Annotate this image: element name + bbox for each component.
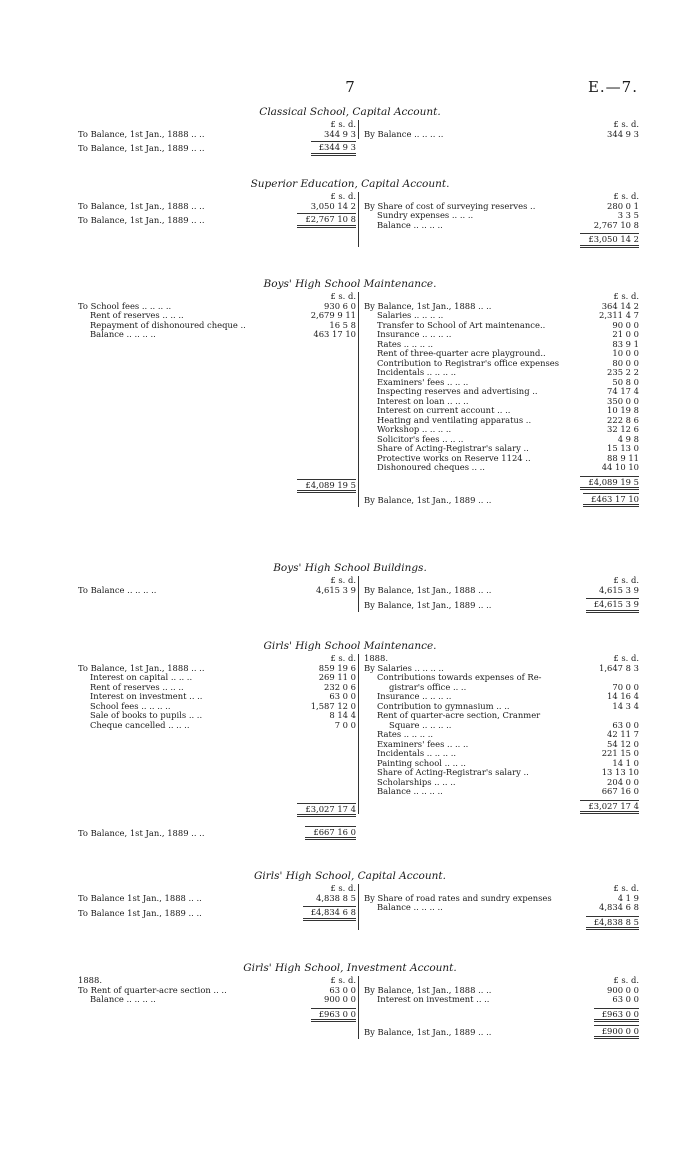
entry-amount: 269 11 0 <box>318 672 356 682</box>
entry-amount: 4 9 8 <box>617 433 639 444</box>
entry-amount: 83 9 1 <box>612 338 639 349</box>
entry-amount: 4 1 9 <box>617 892 639 903</box>
total-row <box>78 1008 358 1022</box>
entry-label: gistrar's office .. .. <box>389 681 467 692</box>
entry-label: Rent of reserves .. .. .. <box>90 310 184 320</box>
entry-label: By Balance, 1st Jan., 1888 .. .. <box>364 300 492 311</box>
debit-column <box>78 292 358 340</box>
entry-amount: 14 3 4 <box>612 700 639 711</box>
entry-amount: 70 0 0 <box>612 681 639 692</box>
entry-amount: £463 17 10 <box>583 493 639 508</box>
ledger-row <box>359 995 639 1005</box>
ledger-row <box>359 130 639 140</box>
debit-column <box>78 192 358 227</box>
entry-label: Cheque cancelled .. .. .. <box>90 719 190 730</box>
page-reference: E.—7. <box>587 78 638 96</box>
entry-amount: £ s. d. <box>613 291 639 301</box>
entry-amount: 42 11 7 <box>607 729 639 739</box>
debit-column <box>78 654 358 730</box>
entry-label: Sale of books to pupils .. .. <box>90 710 203 720</box>
entry-amount: £ s. d. <box>330 291 356 301</box>
ledger-row <box>78 202 358 212</box>
entry-amount: 14 1 0 <box>612 757 639 768</box>
entry-amount: £4,838 8 5 <box>586 916 639 931</box>
entry-amount: £963 0 0 <box>311 1008 356 1023</box>
entry-amount: £3,050 14 2 <box>580 233 639 248</box>
entry-amount: 4,615 3 9 <box>316 584 356 595</box>
section-title: Boys' High School Maintenance. <box>263 278 437 290</box>
total-row <box>359 800 639 814</box>
ledger-row <box>359 787 639 797</box>
section-title: Girls' High School, Investment Account. <box>243 962 457 974</box>
entry-amount: 235 2 2 <box>607 367 639 377</box>
entry-label: 1888. <box>364 653 388 663</box>
entry-amount: 21 0 0 <box>612 329 639 339</box>
entry-label: Rent of reserves .. .. .. <box>90 681 184 692</box>
entry-amount: 63 0 0 <box>329 691 356 701</box>
entry-amount: 44 10 10 <box>601 462 639 472</box>
total-row <box>359 233 639 247</box>
ledger-row <box>78 894 358 904</box>
entry-amount: 859 19 6 <box>318 662 356 673</box>
entry-label: Incidentals .. .. .. .. <box>377 748 457 758</box>
entry-label: To Balance, 1st Jan., 1889 .. .. <box>78 215 205 225</box>
total-row <box>78 213 358 227</box>
entry-label: By Share of cost of surveying reserves .. <box>364 200 536 211</box>
entry-amount: 1,587 12 0 <box>310 700 356 711</box>
entry-amount: £963 0 0 <box>594 1008 639 1023</box>
entry-label: Balance .. .. .. .. <box>377 219 443 230</box>
entry-label: Interest on investment .. .. <box>377 994 490 1004</box>
entry-label: Insurance .. .. .. .. <box>377 691 452 701</box>
entry-amount: 4,834 6 8 <box>599 902 639 912</box>
entry-label: By Balance, 1st Jan., 1888 .. .. <box>364 584 492 595</box>
debit-column <box>78 976 358 1022</box>
entry-amount: 2,679 9 11 <box>310 310 356 320</box>
entry-label: Examiners' fees .. .. .. <box>377 376 469 387</box>
entry-amount: 7 0 0 <box>334 719 356 730</box>
entry-amount: 3 3 5 <box>617 210 639 220</box>
entry-amount: 54 12 0 <box>607 738 639 749</box>
entry-label: Protective works on Reserve 1124 .. <box>377 452 531 463</box>
entry-amount: £2,767 10 8 <box>297 213 356 228</box>
entry-label: Salaries .. .. .. .. <box>377 310 444 320</box>
credit-column <box>358 292 639 507</box>
entry-label: Interest on capital .. .. .. <box>90 672 193 682</box>
entry-label: School fees .. .. .. .. <box>90 700 171 711</box>
entry-amount: 32 12 6 <box>607 424 639 434</box>
debit-column <box>78 884 358 920</box>
entry-amount: 4,838 8 5 <box>316 892 356 903</box>
entry-amount: 667 16 0 <box>601 786 639 796</box>
total-row <box>78 826 358 840</box>
entry-amount: £ s. d. <box>613 883 639 893</box>
entry-label: By Balance .. .. .. .. <box>364 128 444 139</box>
entry-label: Repayment of dishonoured cheque .. <box>90 319 246 330</box>
entry-label: 1888. <box>78 975 102 985</box>
section-title: Girls' High School Maintenance. <box>263 640 437 652</box>
ledger-row <box>78 995 358 1005</box>
entry-amount: £ s. d. <box>330 653 356 663</box>
entry-label: Balance .. .. .. .. <box>90 329 156 339</box>
ledger-row <box>78 586 358 596</box>
entry-amount: £4,089 19 5 <box>297 479 356 494</box>
entry-amount: £ s. d. <box>613 653 639 663</box>
section-title: Classical School, Capital Account. <box>259 106 441 118</box>
total-row <box>359 916 639 930</box>
entry-label: Heating and ventilating apparatus .. <box>377 414 532 425</box>
entry-amount: £ s. d. <box>613 119 639 129</box>
entry-label: Insurance .. .. .. .. <box>377 329 452 339</box>
entry-label: Rates .. .. .. .. <box>377 729 434 739</box>
entry-amount: £ s. d. <box>330 191 356 201</box>
entry-label: Balance .. .. .. .. <box>377 786 443 796</box>
entry-amount: £4,615 3 9 <box>586 598 639 613</box>
entry-label: Interest on loan .. .. .. <box>377 395 469 406</box>
entry-label: To Balance .. .. .. .. <box>78 584 157 595</box>
section-title: Girls' High School, Capital Account. <box>254 870 446 882</box>
entry-label: Incidentals .. .. .. .. <box>377 367 457 377</box>
entry-label: Balance .. .. .. .. <box>90 994 156 1004</box>
entry-amount: 930 6 0 <box>324 300 356 311</box>
entry-label: By Balance, 1st Jan., 1889 .. .. <box>364 494 492 505</box>
entry-amount: 63 0 0 <box>612 719 639 730</box>
entry-label: Contributions towards expenses of Re- <box>377 672 542 682</box>
entry-amount: 15 13 0 <box>607 443 639 453</box>
entry-amount: 2,767 10 8 <box>593 219 639 230</box>
total-row <box>78 479 358 493</box>
entry-amount: 10 0 0 <box>612 348 639 358</box>
entry-label: By Salaries .. .. .. .. <box>364 662 444 673</box>
entry-label: Interest on current account .. .. <box>377 405 511 415</box>
total-row <box>78 906 358 920</box>
entry-label: To Balance 1st Jan., 1888 .. .. <box>78 892 202 903</box>
entry-amount: £3,027 17 4 <box>580 800 639 815</box>
credit-column <box>358 192 639 247</box>
entry-label: By Balance, 1st Jan., 1888 .. .. <box>364 984 492 995</box>
entry-label: To Balance, 1st Jan., 1888 .. .. <box>78 128 205 139</box>
entry-amount: 900 0 0 <box>607 984 639 995</box>
entry-amount: 232 0 6 <box>324 681 356 692</box>
entry-amount: 344 9 3 <box>607 128 639 139</box>
entry-amount: 4,615 3 9 <box>599 584 639 595</box>
credit-column <box>358 884 639 930</box>
credit-column <box>358 976 639 1039</box>
ledger-row <box>359 586 639 596</box>
entry-label: To Rent of quarter-acre section .. .. <box>78 984 227 995</box>
entry-amount: 463 17 10 <box>313 329 356 339</box>
entry-amount: 2,311 4 7 <box>599 310 639 320</box>
entry-label: Scholarships .. .. .. <box>377 776 456 787</box>
entry-amount: 50 8 0 <box>612 376 639 387</box>
total-row <box>78 141 358 155</box>
entry-label: Contribution to gymnasium .. .. <box>377 700 510 711</box>
entry-amount: 74 17 4 <box>607 386 639 396</box>
entry-amount: £ s. d. <box>613 191 639 201</box>
entry-amount: 900 0 0 <box>324 994 356 1004</box>
entry-amount: 88 9 11 <box>607 452 639 463</box>
ledger-row <box>78 721 358 731</box>
entry-amount: £344 9 3 <box>311 141 356 156</box>
entry-amount: £667 16 0 <box>305 826 356 841</box>
entry-amount: 16 5 8 <box>329 319 356 330</box>
entry-label: By Balance, 1st Jan., 1889 .. .. <box>364 600 492 610</box>
entry-amount: £ s. d. <box>613 975 639 985</box>
section-title: Superior Education, Capital Account. <box>250 178 450 190</box>
entry-amount: 13 13 10 <box>601 767 639 777</box>
entry-amount: 63 0 0 <box>612 994 639 1004</box>
entry-amount: 222 8 6 <box>607 414 639 425</box>
entry-amount: 90 0 0 <box>612 319 639 330</box>
ledger-row <box>78 130 358 140</box>
entry-amount: 80 0 0 <box>612 357 639 368</box>
entry-amount: 14 16 4 <box>607 691 639 701</box>
entry-label: Rates .. .. .. .. <box>377 338 434 349</box>
entry-amount: 63 0 0 <box>329 984 356 995</box>
entry-amount: 3,050 14 2 <box>310 200 356 211</box>
entry-amount: 8 14 4 <box>329 710 356 720</box>
entry-amount: 204 0 0 <box>607 776 639 787</box>
total-row <box>359 1025 639 1039</box>
entry-label: Dishonoured cheques .. .. <box>377 462 485 472</box>
entry-label: Square .. .. .. .. <box>389 719 452 730</box>
credit-column <box>358 576 639 612</box>
ledger-row <box>78 330 358 340</box>
entry-amount: £ s. d. <box>330 575 356 585</box>
ledger-row <box>359 221 639 231</box>
entry-label: Contribution to Registrar's office expenses <box>377 357 560 368</box>
ledger-row <box>359 903 639 913</box>
entry-label: Transfer to School of Art maintenance.. <box>377 319 546 330</box>
entry-label: To Balance, 1st Jan., 1889 .. .. <box>78 827 205 838</box>
entry-label: Sundry expenses .. .. .. <box>377 210 474 220</box>
entry-label: Share of Acting-Registrar's salary .. <box>377 767 529 777</box>
entry-amount: £ s. d. <box>330 883 356 893</box>
entry-amount: £ s. d. <box>330 975 356 985</box>
entry-amount: £3,027 17 4 <box>297 803 356 818</box>
total-row <box>359 598 639 612</box>
entry-amount: 364 14 2 <box>601 300 639 311</box>
section-title: Boys' High School Buildings. <box>273 562 427 574</box>
total-row <box>359 493 639 507</box>
entry-label: To Balance, 1st Jan., 1888 .. .. <box>78 662 205 673</box>
entry-amount: 350 0 0 <box>607 395 639 406</box>
entry-amount: 221 15 0 <box>601 748 639 758</box>
entry-amount: 280 0 1 <box>607 200 639 211</box>
entry-label: Solicitor's fees .. .. .. <box>377 433 464 444</box>
entry-label: Share of Acting-Registrar's salary .. <box>377 443 529 453</box>
entry-label: To Balance, 1st Jan., 1888 .. .. <box>78 200 205 211</box>
entry-label: Rent of quarter-acre section, Cranmer <box>377 710 541 720</box>
entry-amount: £4,834 6 8 <box>303 906 356 921</box>
entry-amount: £ s. d. <box>613 575 639 585</box>
entry-label: Interest on investment .. .. <box>90 691 203 701</box>
entry-amount: £ s. d. <box>330 119 356 129</box>
entry-amount: 344 9 3 <box>324 128 356 139</box>
credit-column <box>358 120 639 139</box>
credit-column <box>358 654 639 814</box>
ledger-row <box>359 463 639 473</box>
debit-column <box>78 120 358 155</box>
entry-label: Workshop .. .. .. .. <box>377 424 452 434</box>
debit-column <box>78 576 358 595</box>
entry-label: To Balance, 1st Jan., 1889 .. .. <box>78 143 205 153</box>
entry-label: By Share of road rates and sundry expenses <box>364 892 552 903</box>
entry-label: Inspecting reserves and advertising .. <box>377 386 538 396</box>
page-number: 7 <box>345 78 355 96</box>
total-row <box>359 476 639 490</box>
entry-label: Rent of three-quarter acre playground.. <box>377 348 546 358</box>
entry-amount: 10 19 8 <box>607 405 639 415</box>
total-row <box>359 1008 639 1022</box>
entry-amount: £900 0 0 <box>594 1025 639 1040</box>
entry-amount: 1,647 8 3 <box>599 662 639 673</box>
entry-amount: £4,089 19 5 <box>580 476 639 491</box>
entry-label: To School fees .. .. .. .. <box>78 300 172 311</box>
entry-label: Balance .. .. .. .. <box>377 902 443 912</box>
entry-label: Painting school .. .. .. <box>377 757 466 768</box>
entry-label: Examiners' fees .. .. .. <box>377 738 469 749</box>
entry-label: To Balance 1st Jan., 1889 .. .. <box>78 908 202 918</box>
entry-label: By Balance, 1st Jan., 1889 .. .. <box>364 1026 492 1037</box>
total-row <box>78 803 358 817</box>
